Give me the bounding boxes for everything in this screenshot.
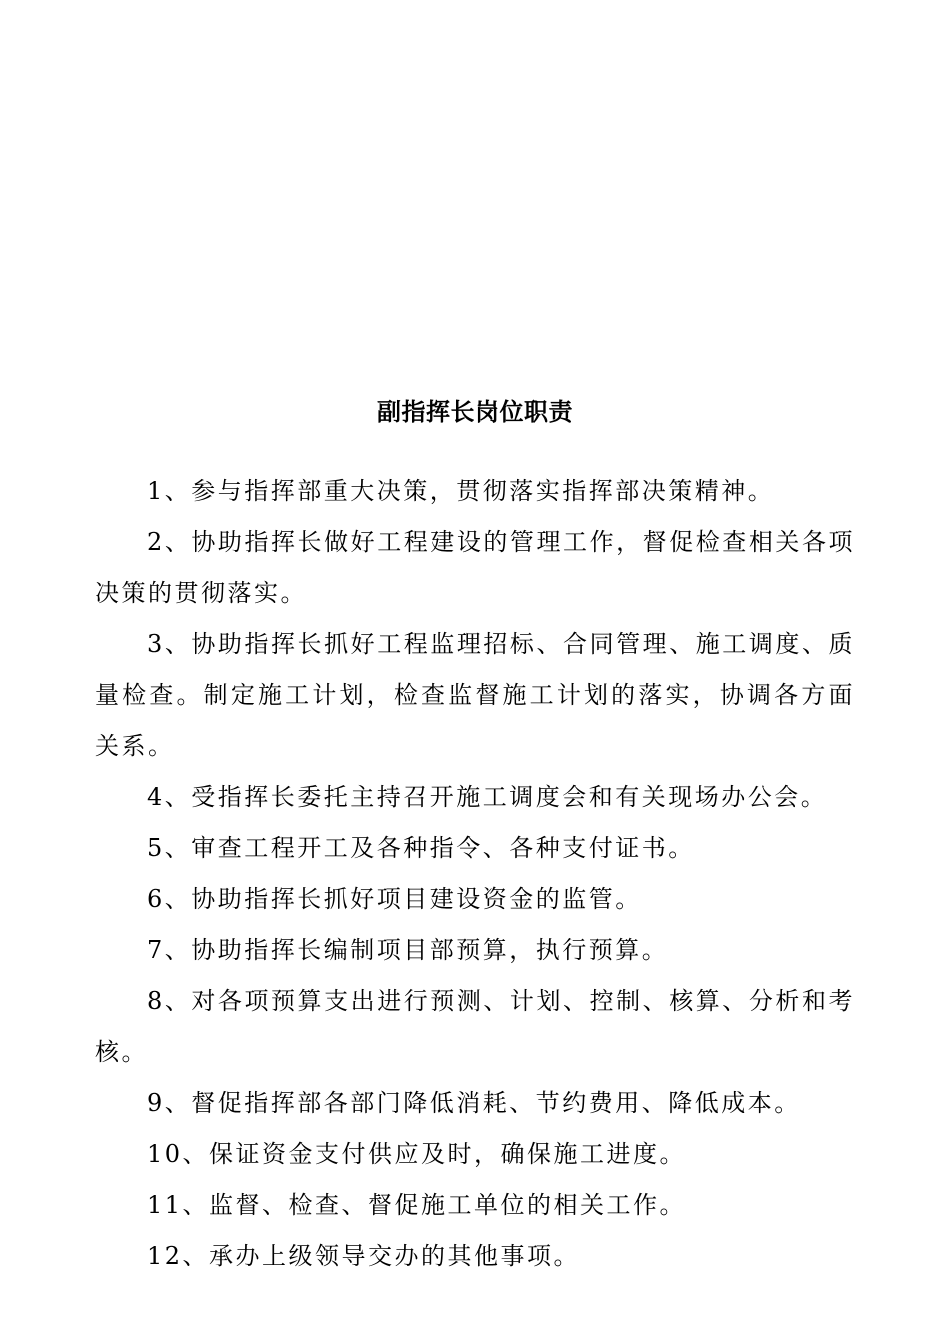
- duty-item-1: 1、参与指挥部重大决策，贯彻落实指挥部决策精神。: [147, 477, 775, 505]
- duty-item-12: 12、承办上级领导交办的其他事项。: [147, 1242, 581, 1270]
- duty-item-11: 11、监督、检查、督促施工单位的相关工作。: [147, 1191, 687, 1219]
- duty-item-4: 4、受指挥长委托主持召开施工调度会和有关现场办公会。: [147, 783, 828, 811]
- duty-item-2: 2、协助指挥长做好工程建设的管理工作，督促检查相关各项决策的贯彻落实。: [95, 528, 855, 607]
- duty-item-9: 9、督促指挥部各部门降低消耗、节约费用、降低成本。: [147, 1089, 801, 1117]
- duty-item-8: 8、对各项预算支出进行预测、计划、控制、核算、分析和考核。: [95, 987, 855, 1066]
- duty-item-5: 5、审查工程开工及各种指令、各种支付证书。: [147, 834, 695, 862]
- document-title: 副指挥长岗位职责: [377, 398, 573, 426]
- duty-item-3: 3、协助指挥长抓好工程监理招标、合同管理、施工调度、质量检查。制定施工计划，检查监督施工计划的落实，协调各方面关系。: [95, 630, 855, 760]
- duty-item-6: 6、协助指挥长抓好项目建设资金的监管。: [147, 885, 642, 913]
- duty-item-7: 7、协助指挥长编制项目部预算，执行预算。: [147, 936, 669, 964]
- document-body: [95, 466, 855, 1282]
- duty-item-10: 10、保证资金支付供应及时，确保施工进度。: [147, 1140, 687, 1168]
